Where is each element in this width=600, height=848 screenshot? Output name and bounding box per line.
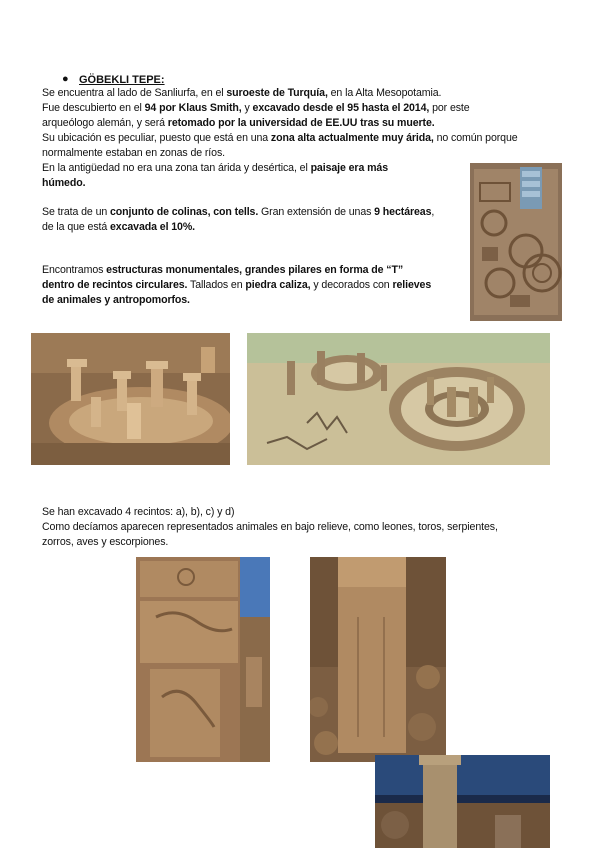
aerial-site-photo — [470, 163, 562, 321]
paragraph-line-2: Fue descubierto en el 94 por Klaus Smith, y excavado desde el 95 hasta el 2014, por este — [42, 102, 470, 114]
paragraph-line-11: dentro de recintos circulares. Tallados en piedra caliza, y decorados con relieves — [42, 279, 432, 291]
paragraph-line-7: húmedo. — [42, 177, 86, 189]
paragraph-line-4: Su ubicación es peculiar, puesto que está en una zona alta actualmente muy árida, no común porque — [42, 132, 518, 144]
pillar-closeup-photo — [310, 557, 446, 762]
paragraph-line-3: arqueólogo alemán, y será retomado por la universidad de EE.UU tras su muerte. — [42, 117, 435, 129]
paragraph-line-15: zorros, aves y escorpiones. — [42, 536, 169, 548]
paragraph-line-5: normalmente estaban en zonas de ríos. — [42, 147, 225, 159]
reconstruction-illustration — [247, 333, 550, 465]
paragraph-line-8: Se trata de un conjunto de colinas, con tells. Gran extensión de unas 9 hectáreas, — [42, 206, 435, 218]
carved-pillar-photo — [136, 557, 270, 762]
paragraph-line-1: Se encuentra al lado de Sanliurfa, en el suroeste de Turquía, en la Alta Mesopotamia. — [42, 87, 442, 99]
paragraph-line-9: de la que está excavada el 10%. — [42, 221, 195, 233]
paragraph-line-12: de animales y antropomorfos. — [42, 294, 190, 306]
night-pillar-photo — [375, 755, 550, 848]
enclosure-photo — [31, 333, 230, 465]
section-heading: GÖBEKLI TEPE: — [79, 74, 165, 86]
paragraph-line-10: Encontramos estructuras monumentales, grandes pilares en forma de “T” — [42, 264, 404, 276]
paragraph-line-14: Como decíamos aparecen representados animales en bajo relieve, como leones, toros, serpientes, — [42, 521, 498, 533]
paragraph-line-6: En la antigüedad no era una zona tan árida y desértica, el paisaje era más — [42, 162, 388, 174]
bullet-icon: ● — [62, 73, 69, 85]
paragraph-line-13: Se han excavado 4 recintos: a), b), c) y d) — [42, 506, 235, 518]
